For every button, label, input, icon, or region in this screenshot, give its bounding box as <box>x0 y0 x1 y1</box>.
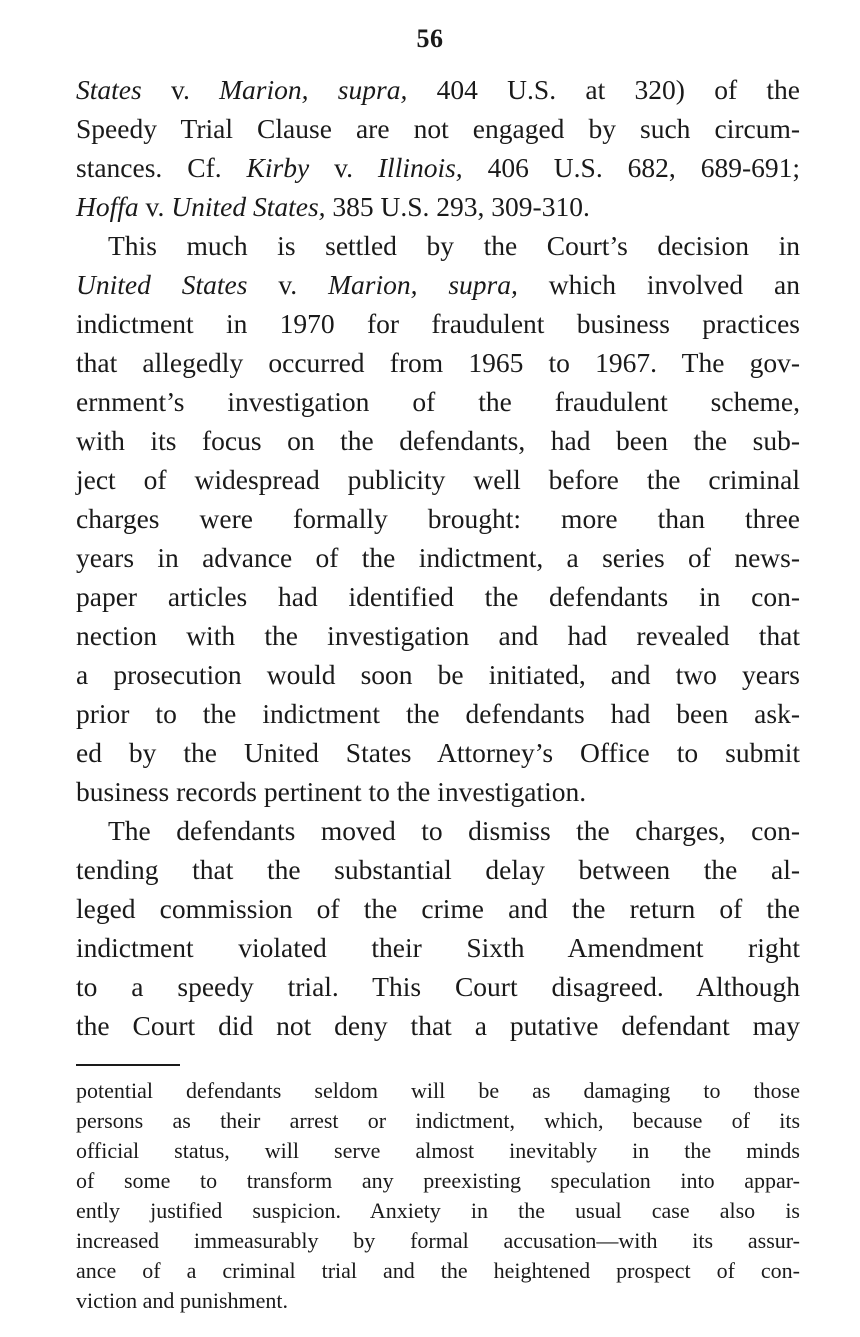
text-run: leged commission of the crime and the return of the <box>76 893 800 924</box>
footnote-line: viction and punishment. <box>76 1288 289 1313</box>
text-run: v. <box>247 269 329 300</box>
text-run: a prosecution would soon be initiated, and two years <box>76 659 800 690</box>
text-line <box>76 382 800 421</box>
text-line <box>76 577 800 616</box>
text-run: v. <box>141 74 220 105</box>
footnote-line: ently justified suspicion. Anxiety in the usual case also is <box>76 1198 800 1223</box>
text-line <box>76 850 800 889</box>
text-line <box>76 967 800 1006</box>
footnote-divider <box>76 1064 180 1066</box>
footnote-line: ance of a criminal trial and the heightened prospect of con- <box>76 1258 800 1283</box>
text-line <box>76 733 800 772</box>
italic-text: Marion, supra, <box>328 269 518 300</box>
text-line <box>76 304 800 343</box>
text-run: nection with the investigation and had revealed that <box>76 620 800 651</box>
text-run: which involved an <box>517 269 800 300</box>
italic-text: Illinois, <box>377 152 463 183</box>
text-run: business records pertinent to the investigation. <box>76 776 587 807</box>
text-run: ject of widespread publicity well before the criminal <box>76 464 800 495</box>
footnote-line: official status, will serve almost inevitably in the minds <box>76 1138 800 1163</box>
text-run: ernment’s investigation of the fraudulent scheme, <box>76 386 800 417</box>
text-run: charges were formally brought: more than three <box>76 503 800 534</box>
text-line <box>76 811 800 850</box>
text-line <box>76 187 800 226</box>
italic-text: United States, <box>171 191 326 222</box>
text-line <box>76 616 800 655</box>
text-run: 404 U.S. at 320) of the <box>407 74 801 105</box>
text-line <box>76 460 800 499</box>
text-line <box>76 1006 800 1045</box>
text-run: years in advance of the indictment, a series of news- <box>76 542 800 573</box>
text-run: 385 U.S. 293, 309-310. <box>325 191 590 222</box>
footnote-line: of some to transform any preexisting speculation into appar- <box>76 1168 800 1193</box>
text-line <box>76 499 800 538</box>
text-run: prior to the indictment the defendants had been ask- <box>76 698 800 729</box>
italic-text: Marion, supra, <box>219 74 408 105</box>
text-line <box>76 70 800 109</box>
text-run: stances. Cf. <box>76 152 247 183</box>
text-run: ed by the United States Attorney’s Office to submit <box>76 737 800 768</box>
text-line <box>76 109 800 148</box>
text-line <box>76 343 800 382</box>
text-run: tending that the substantial delay between the al- <box>76 854 800 885</box>
text-run: paper articles had identified the defendants in con- <box>76 581 800 612</box>
text-run: with its focus on the defendants, had been the sub- <box>76 425 800 456</box>
text-run: Speedy Trial Clause are not engaged by such circum- <box>76 113 800 144</box>
italic-text: United States <box>76 269 248 300</box>
page-number: 56 <box>416 24 444 53</box>
text-line <box>76 889 800 928</box>
text-line <box>76 538 800 577</box>
text-run: to a speedy trial. This Court disagreed. Although <box>76 971 800 1002</box>
text-line <box>76 928 800 967</box>
text-line <box>76 772 800 811</box>
text-line <box>76 226 800 265</box>
italic-text: Kirby <box>246 152 310 183</box>
text-run: v. <box>138 191 172 222</box>
text-run: the Court did not deny that a putative defendant may <box>76 1010 800 1041</box>
main-text <box>76 70 800 1045</box>
text-run: indictment in 1970 for fraudulent business practices <box>76 308 800 339</box>
text-run: v. <box>309 152 378 183</box>
text-line <box>76 694 800 733</box>
text-run: The defendants moved to dismiss the charges, con- <box>108 815 800 846</box>
footnote-line: potential defendants seldom will be as damaging to those <box>76 1078 800 1103</box>
footnote-text <box>76 1076 800 1316</box>
italic-text: States <box>76 74 142 105</box>
italic-text: Hoffa <box>76 191 139 222</box>
text-run: 406 U.S. 682, 689-691; <box>462 152 800 183</box>
text-run: indictment violated their Sixth Amendment right <box>76 932 800 963</box>
text-line <box>76 655 800 694</box>
text-run: that allegedly occurred from 1965 to 1967. The gov- <box>76 347 800 378</box>
footnote-line: increased immeasurably by formal accusation—with its assur- <box>76 1228 800 1253</box>
text-run: This much is settled by the Court’s decision in <box>108 230 800 261</box>
text-line <box>76 265 800 304</box>
footnote-line: persons as their arrest or indictment, which, because of its <box>76 1108 800 1133</box>
text-line <box>76 421 800 460</box>
text-line <box>76 148 800 187</box>
